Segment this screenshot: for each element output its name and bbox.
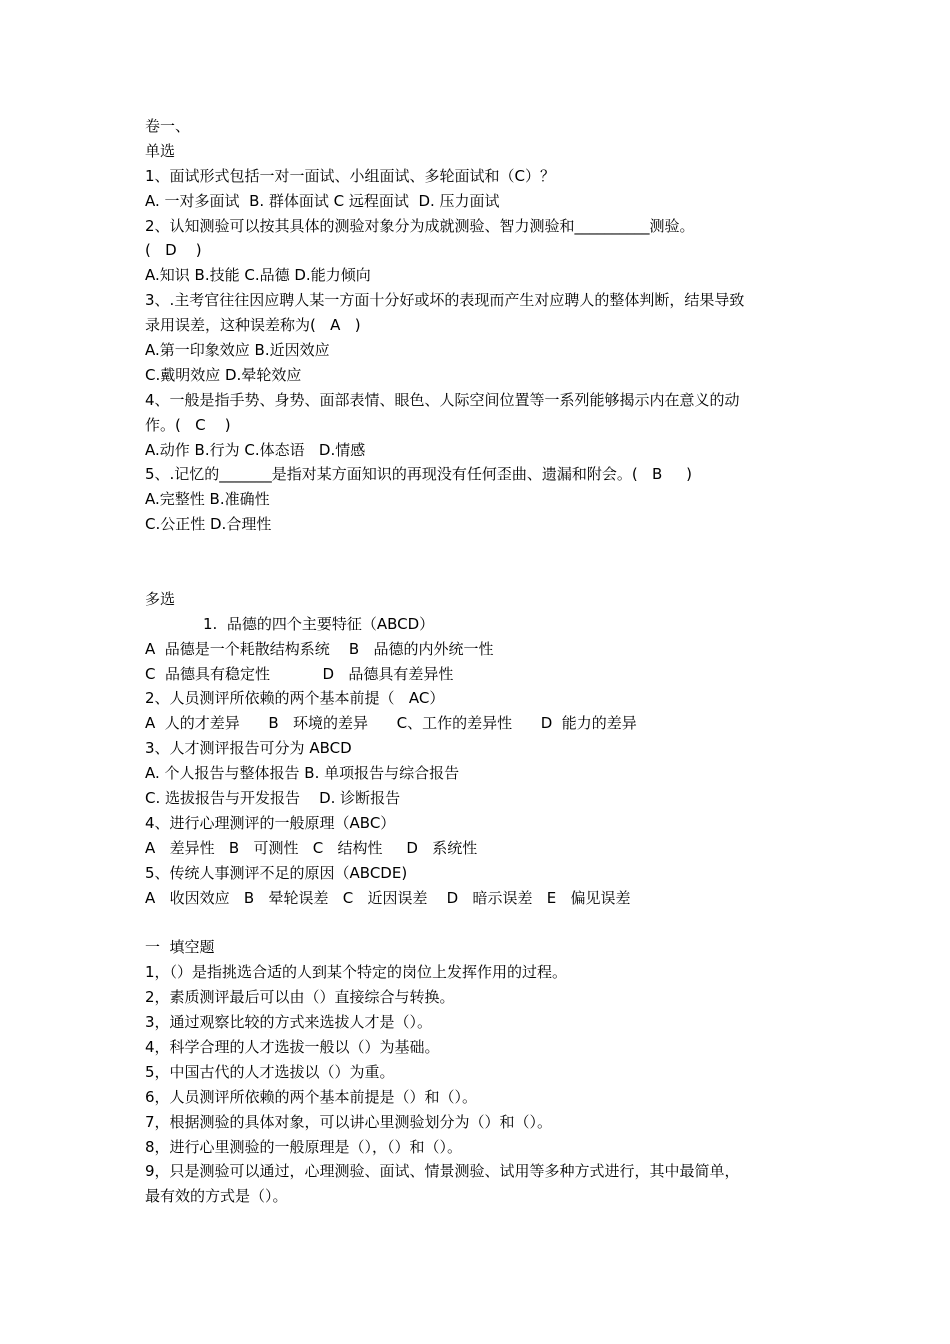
question-text: 1、面试形式包括一对一面试、小组面试、多轮面试和（C）？ [145, 166, 556, 185]
answer-options: A 收因效应 B 晕轮误差 C 近因误差 D 暗示误差 E 偏见误差 [145, 888, 631, 907]
question-text: 2、认知测验可以按其具体的测验对象分为成就测验、智力测验和__________测验。 [145, 216, 695, 235]
question-text-continued: 作。( C ) [145, 415, 231, 434]
question-text: 4，科学合理的人才选拔一般以（）为基础。 [145, 1037, 440, 1056]
question-text-continued: 录用误差，这种误差称为( A ) [145, 316, 361, 335]
question-text: 3，通过观察比较的方式来选拔人才是（）。 [145, 1013, 433, 1032]
question-text: 5，中国古代的人才选拔以（）为重。 [145, 1062, 395, 1081]
question-text: 7，根据测验的具体对象，可以讲心里测验划分为（）和（）。 [145, 1112, 553, 1131]
single-choice-section [145, 114, 825, 537]
document-page [145, 114, 825, 1209]
question-text: 4、一般是指手势、身势、面部表情、眼色、人际空间位置等一系列能够揭示内在意义的动 [145, 390, 740, 409]
question-text: 2，素质测评最后可以由（）直接综合与转换。 [145, 988, 455, 1007]
volume-heading: 卷一、 [145, 117, 191, 135]
single-choice-heading: 单选 [145, 141, 176, 160]
answer-options: C 品德具有稳定性 D 品德具有差异性 [145, 664, 454, 683]
spacer [145, 911, 825, 936]
answer-options: C.戴明效应 D.晕轮效应 [145, 365, 302, 384]
question-text: 1，（）是指挑选合适的人到某个特定的岗位上发挥作用的过程。 [145, 963, 568, 982]
question-text: 1. 品德的四个主要特征（ABCD） [203, 614, 435, 633]
fill-in-section [145, 935, 825, 1209]
question-text-continued: 最有效的方式是（）。 [145, 1187, 288, 1206]
answer-options: A. 个人报告与整体报告 B. 单项报告与综合报告 [145, 764, 460, 783]
question-text: 5、传统人事测评不足的原因（ABCDE) [145, 863, 408, 882]
answer-options: A.知识 B.技能 C.品德 D.能力倾向 [145, 266, 371, 285]
answer-options: A. 一对多面试 B. 群体面试 C 远程面试 D. 压力面试 [145, 191, 500, 210]
multiple-choice-section [145, 587, 825, 911]
question-text: 3、人才测评报告可分为 ABCD [145, 739, 352, 758]
question-text: 2、人员测评所依赖的两个基本前提（ AC） [145, 689, 445, 708]
multiple-choice-heading: 多选 [145, 589, 176, 608]
question-text: 4、进行心理测评的一般原理（ABC） [145, 813, 396, 832]
question-text: 9，只是测验可以通过，心理测验、面试、情景测验、试用等多种方式进行，其中最简单， [145, 1162, 740, 1181]
answer-options: C.公正性 D.合理性 [145, 515, 272, 534]
spacer [145, 537, 825, 562]
fill-in-heading: 一 填空题 [145, 938, 215, 957]
answer-options: C. 选拔报告与开发报告 D. 诊断报告 [145, 789, 401, 808]
question-answer: ( D ) [145, 241, 202, 260]
answer-options: A.第一印象效应 B.近因效应 [145, 341, 330, 360]
answer-options: A 差异性 B 可测性 C 结构性 D 系统性 [145, 838, 478, 857]
question-text: 5、.记忆的_______是指对某方面知识的再现没有任何歪曲、遗漏和附会。( B ) [145, 465, 692, 484]
answer-options: A.完整性 B.准确性 [145, 490, 270, 509]
spacer [145, 562, 825, 587]
question-text: 8，进行心里测验的一般原理是（），（）和（）。 [145, 1137, 463, 1156]
answer-options: A.动作 B.行为 C.体态语 D.情感 [145, 440, 366, 459]
question-text: 6，人员测评所依赖的两个基本前提是（）和（）。 [145, 1087, 478, 1106]
question-text: 3、.主考官往往因应聘人某一方面十分好或坏的表现而产生对应聘人的整体判断，结果导致 [145, 291, 745, 310]
answer-options: A 品德是一个耗散结构系统 B 品德的内外统一性 [145, 639, 494, 658]
answer-options: A 人的才差异 B 环境的差异 C、工作的差异性 D 能力的差异 [145, 714, 637, 733]
